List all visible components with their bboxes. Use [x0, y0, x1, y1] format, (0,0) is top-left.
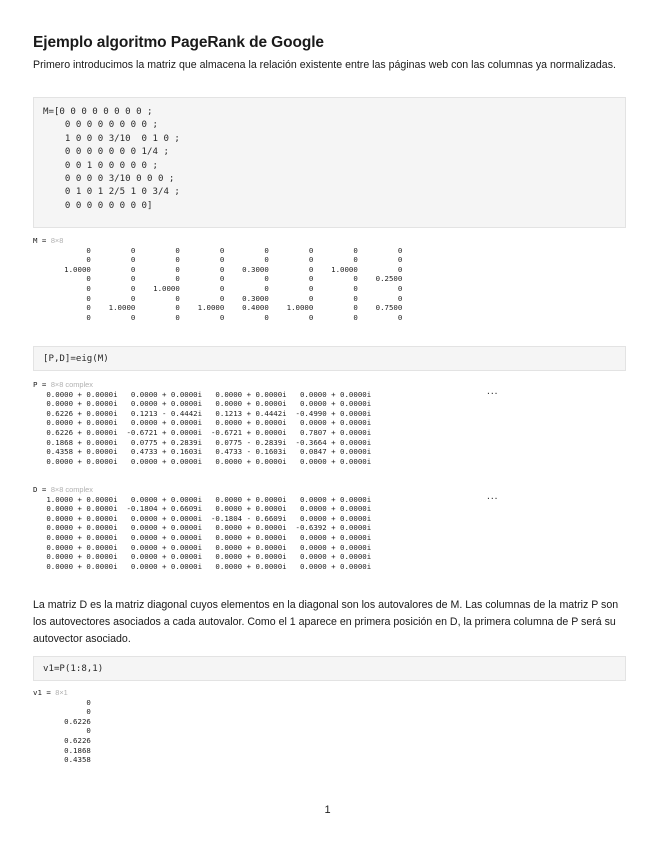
code-cell-eig[interactable]: [33, 346, 626, 371]
output-values-p: 0.0000 + 0.0000i 0.0000 + 0.0000i 0.0000 + 0.0000i 0.0000 + 0.0000i 0.0000 + 0.0000i 0.0000 + 0.0000i 0.0000 + 0.0000i 0.0000 + 0.0000i 0.6226 + 0.0000i 0.1213 - 0.4442i 0.1213 + 0.4442i -0.4990 + 0.0000i 0.0000 + 0.0000i 0.0000 + 0.0000i 0.0000 + 0.0000i 0.0000 + 0.0000i 0.6226 + 0.0000i -0.6721 + 0.0000i -0.6721 + 0.0000i 0.7807 + 0.0000i 0.1868 + 0.0000i 0.0775 + 0.2839i 0.0775 - 0.2839i -0.3664 + 0.0000i 0.4358 + 0.0000i 0.4733 + 0.1603i 0.4733 - 0.1603i 0.0847 + 0.0000i 0.0000 + 0.0000i 0.0000 + 0.0000i 0.0000 + 0.0000i 0.0000 + 0.0000i: [46, 389, 372, 466]
output-values-m: 0 0 0 0 0 0 0 0 0 0 0 0 0 0 0 0 1.0000 0 0 0 0.3000 0 1.0000 0 0 0 0 0 0 0 0 0.2500 0 0 1.0000 0 0 0 0 0 0 0 0 0 0.3000 0 0 0 0 1.0000 0 1.0000 0.4000 1.0000 0 0.7500 0 0 0 0 0 0 0 0: [64, 245, 403, 322]
output-header-v1: [33, 688, 626, 698]
code-cell-matrix-m[interactable]: [33, 97, 626, 228]
code-input-matrix-m[interactable]: M=[0 0 0 0 0 0 0 0 ; 0 0 0 0 0 0 0 0 ; 1 0 0 0 3/10 0 1 0 ; 0 0 0 0 0 0 0 1/4 ; 0 0 1 0 0 0 0 0 ; 0 0 0 0 3/10 0 0 0 ; 0 1 0 1 2/5 1 0 3/4 ; 0 0 0 0 0 0 0 0]: [43, 107, 180, 211]
more-columns-ellipsis-p[interactable]: ···: [486, 389, 498, 398]
output-values-v1: 0 0 0.6226 0 0.6226 0.1868 0.4358: [64, 697, 91, 765]
output-dims: 8×8 complex: [50, 485, 93, 494]
output-matrix-m: [33, 236, 626, 322]
output-matrix-p: [33, 380, 626, 466]
output-dims: 8×1: [55, 688, 68, 697]
explanation-paragraph: La matriz D es la matriz diagonal cuyos elementos en la diagonal son los autovalores de M. Las columnas de la matriz P son los autovectores asociados a cada autovalor. Como el 1 aparece en primera posición en D, la primera columna de P será su autovector asociado.: [33, 599, 619, 645]
output-vector-v1: [33, 688, 626, 765]
output-matrix-d: [33, 485, 626, 571]
intro-paragraph: Primero introducimos la matriz que almacena la relación existente entre las páginas web con las columnas ya normalizadas.: [33, 59, 616, 71]
code-input-v1[interactable]: v1=P(1:8,1): [43, 664, 104, 674]
output-header-m: [33, 236, 626, 246]
output-header-p: [33, 380, 626, 390]
output-var-name: v1 =: [33, 688, 56, 697]
code-cell-v1[interactable]: [33, 656, 626, 681]
output-var-name: M =: [33, 236, 51, 245]
output-dims: 8×8 complex: [50, 380, 93, 389]
output-header-d: [33, 485, 626, 495]
output-values-d: 1.0000 + 0.0000i 0.0000 + 0.0000i 0.0000 + 0.0000i 0.0000 + 0.0000i 0.0000 + 0.0000i -0.1804 + 0.6609i 0.0000 + 0.0000i 0.0000 + 0.0000i 0.0000 + 0.0000i 0.0000 + 0.0000i -0.1804 - 0.6609i 0.0000 + 0.0000i 0.0000 + 0.0000i 0.0000 + 0.0000i 0.0000 + 0.0000i -0.6392 + 0.0000i 0.0000 + 0.0000i 0.0000 + 0.0000i 0.0000 + 0.0000i 0.0000 + 0.0000i 0.0000 + 0.0000i 0.0000 + 0.0000i 0.0000 + 0.0000i 0.0000 + 0.0000i 0.0000 + 0.0000i 0.0000 + 0.0000i 0.0000 + 0.0000i 0.0000 + 0.0000i 0.0000 + 0.0000i 0.0000 + 0.0000i 0.0000 + 0.0000i 0.0000 + 0.0000i: [46, 494, 372, 571]
more-columns-ellipsis-d[interactable]: ···: [486, 494, 498, 503]
output-var-name: P =: [33, 380, 51, 389]
code-input-eig[interactable]: [P,D]=eig(M): [43, 354, 109, 364]
output-dims: 8×8: [50, 236, 64, 245]
page-title: Ejemplo algoritmo PageRank de Google: [33, 34, 324, 51]
page-number: 1: [324, 804, 331, 816]
output-var-name: D =: [33, 485, 51, 494]
